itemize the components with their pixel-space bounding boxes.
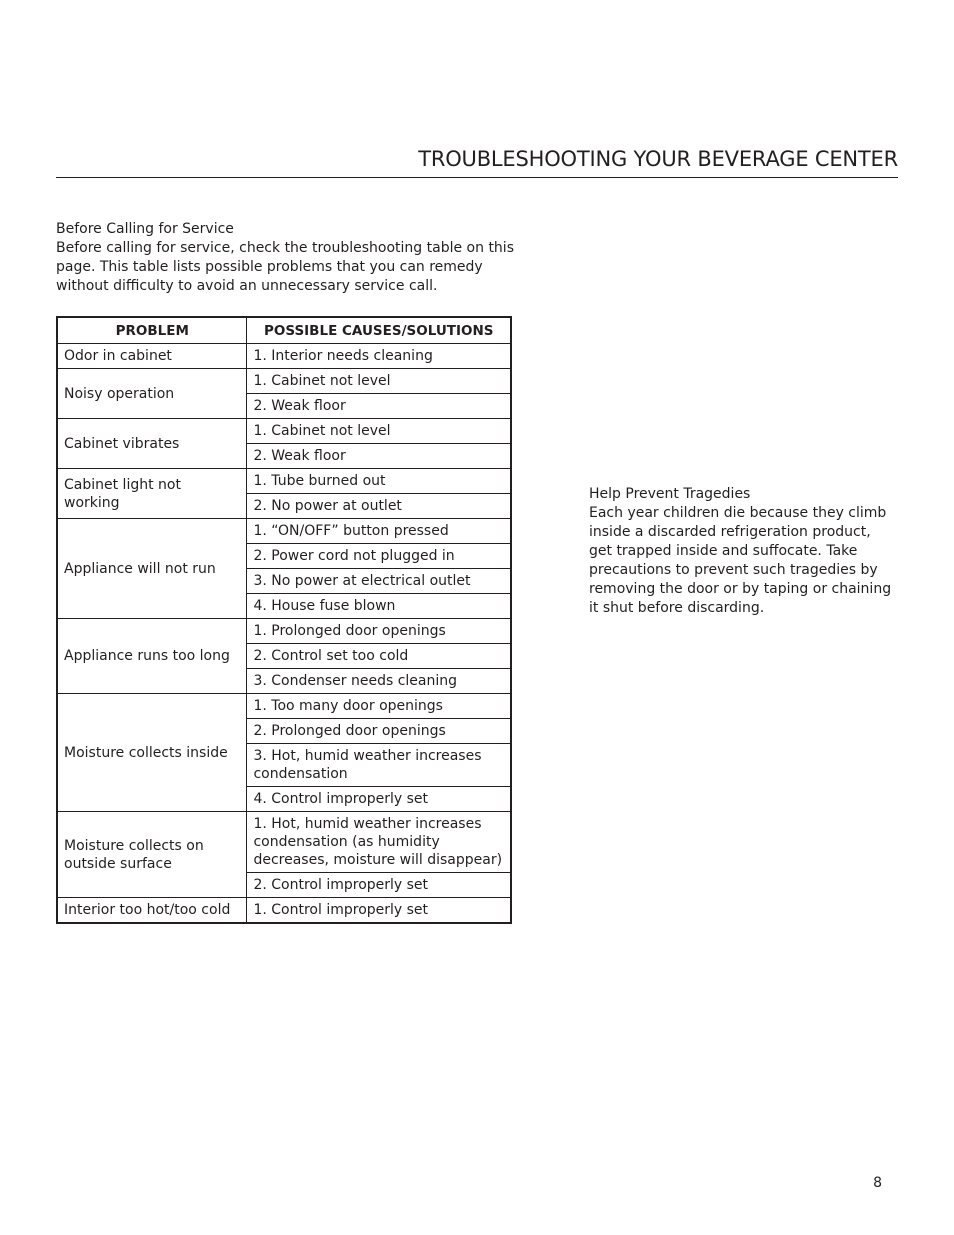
solution-cell: 2. Prolonged door openings bbox=[247, 719, 511, 744]
table-row bbox=[57, 369, 511, 394]
solution-cell: 1. Tube burned out bbox=[247, 469, 511, 494]
solution-cell: 2. Power cord not plugged in bbox=[247, 544, 511, 569]
problem-cell: Interior too hot/too cold bbox=[57, 898, 247, 924]
warning-body: Each year children die because they climb inside a discarded refrigeration product, get trapped inside and suffocate. Take precautions to prevent such tragedies by removing the door or by taping or chaining it shut before discarding. bbox=[589, 505, 892, 616]
solution-cell: 1. Control improperly set bbox=[247, 898, 511, 924]
table-row bbox=[57, 812, 511, 873]
table-row bbox=[57, 898, 511, 924]
solution-cell: 3. Hot, humid weather increases condensation bbox=[247, 744, 511, 787]
problem-cell: Moisture collects inside bbox=[57, 694, 247, 812]
intro-section bbox=[56, 220, 516, 296]
solution-cell: 4. Control improperly set bbox=[247, 787, 511, 812]
solution-cell: 1. Prolonged door openings bbox=[247, 619, 511, 644]
solution-cell: 1. “ON/OFF” button pressed bbox=[247, 519, 511, 544]
warning-heading: Help Prevent Tragedies bbox=[589, 486, 751, 502]
intro-heading: Before Calling for Service bbox=[56, 221, 234, 237]
intro-body: Before calling for service, check the troubleshooting table on this page. This table lists possible problems that you can remedy without difficulty to avoid an unnecessary service call. bbox=[56, 240, 514, 294]
problem-cell: Cabinet vibrates bbox=[57, 419, 247, 469]
troubleshooting-table bbox=[56, 316, 512, 924]
problem-cell: Appliance runs too long bbox=[57, 619, 247, 694]
solution-cell: 1. Cabinet not level bbox=[247, 419, 511, 444]
solution-cell: 3. No power at electrical outlet bbox=[247, 569, 511, 594]
column-header-solutions: POSSIBLE CAUSES/SOLUTIONS bbox=[247, 317, 511, 344]
table-row bbox=[57, 694, 511, 719]
table-row bbox=[57, 619, 511, 644]
solution-cell: 2. Weak floor bbox=[247, 444, 511, 469]
problem-cell: Odor in cabinet bbox=[57, 344, 247, 369]
page-number: 8 bbox=[873, 1175, 882, 1191]
solution-cell: 1. Cabinet not level bbox=[247, 369, 511, 394]
solution-cell: 2. Control improperly set bbox=[247, 873, 511, 898]
solution-cell: 2. Weak floor bbox=[247, 394, 511, 419]
solution-cell: 1. Hot, humid weather increases condensation (as humidity decreases, moisture will disappear) bbox=[247, 812, 511, 873]
problem-cell: Noisy operation bbox=[57, 369, 247, 419]
solution-cell: 4. House fuse blown bbox=[247, 594, 511, 619]
problem-cell: Moisture collects on outside surface bbox=[57, 812, 247, 898]
solution-cell: 2. No power at outlet bbox=[247, 494, 511, 519]
title-divider bbox=[56, 177, 898, 178]
solution-cell: 1. Interior needs cleaning bbox=[247, 344, 511, 369]
table-body bbox=[57, 344, 511, 924]
table-header-row bbox=[57, 317, 511, 344]
problem-cell: Appliance will not run bbox=[57, 519, 247, 619]
table-row bbox=[57, 419, 511, 444]
solution-cell: 2. Control set too cold bbox=[247, 644, 511, 669]
column-header-problem: PROBLEM bbox=[57, 317, 247, 344]
page-title: TROUBLESHOOTING YOUR BEVERAGE CENTER bbox=[418, 147, 898, 171]
table-row bbox=[57, 344, 511, 369]
solution-cell: 1. Too many door openings bbox=[247, 694, 511, 719]
solution-cell: 3. Condenser needs cleaning bbox=[247, 669, 511, 694]
table-row bbox=[57, 519, 511, 544]
problem-cell: Cabinet light not working bbox=[57, 469, 247, 519]
table-row bbox=[57, 469, 511, 494]
warning-section bbox=[589, 485, 894, 618]
